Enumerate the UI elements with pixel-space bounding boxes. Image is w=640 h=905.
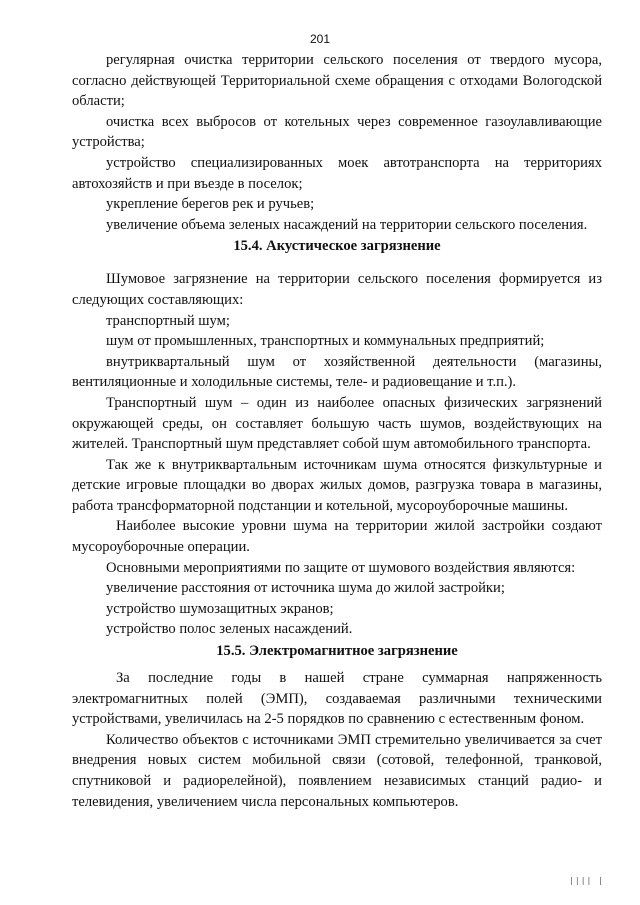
paragraph-protection-measures: Основными мероприятиями по защите от шумового воздействия являются: xyxy=(106,559,576,576)
list-item-intraquarter-noise: внутриквартальный шум от хозяйственной деятельности (магазины, вентиляционные и холодильные системы, теле- и радиовещание и т.п.). xyxy=(72,353,602,391)
list-item-transport-noise: транспортный шум; xyxy=(106,312,230,329)
section-heading-electromagnetic: 15.5. Электромагнитное загрязнение xyxy=(216,643,458,660)
section-heading-acoustic: 15.4. Акустическое загрязнение xyxy=(233,238,441,255)
paragraph-transport-noise: Транспортный шум – один из наиболее опасных физических загрязнений окружающей среды, он составляет большую часть шумов, воздействующих на жителей. Транспортный шум представляет собой шум автомобильного транспорта. xyxy=(72,394,602,453)
list-item-screens: устройство шумозащитных экранов; xyxy=(106,600,334,617)
list-item-distance: увеличение расстояния от источника шума до жилой застройки; xyxy=(106,580,505,597)
footer-mark: |||| | xyxy=(569,876,604,885)
paragraph-emf-growth: За последние годы в нашей стране суммарная напряженность электромагнитных полей (ЭМП), создаваемая различными техническими устройствами, увеличилась на 2-5 порядков по сравнению с естественным фоном. xyxy=(72,670,602,728)
paragraph-green-spaces: увеличение объема зеленых насаждений на территории сельского поселения. xyxy=(106,216,588,233)
paragraph-highest-levels: Наиболее высокие уровни шума на территории жилой застройки создают мусороуборочные операции. xyxy=(72,518,602,556)
paragraph-boiler-emissions: очистка всех выбросов от котельных через современное газоулавливающие устройства; xyxy=(72,113,602,151)
paragraph-noise-intro: Шумовое загрязнение на территории сельского поселения формируется из следующих составляющих: xyxy=(72,271,602,308)
paragraph-emf-sources: Количество объектов с источниками ЭМП стремительно увеличивается за счет внедрения новых систем мобильной связи (сотовой, телефонной, транковой, спутниковой и радиорелейной), появлением независимых станций радио- и телевидения, увеличением числа персональных компьютеров. xyxy=(72,731,602,810)
paragraph-waste-cleanup: регулярная очистка территории сельского поселения от твердого мусора, согласно действующей Территориальной схеме обращения с отходами Вологодской области; xyxy=(72,52,602,110)
paragraph-riverbanks: укрепление берегов рек и ручьев; xyxy=(106,196,315,213)
paragraph-intraquarter-sources: Так же к внутриквартальным источникам шума относятся физкультурные и детские игровые площадки во дворах жилых домов, разгрузка товара в магазины, работа трансформаторной подстанции и котельной, мусороуборочные машины. xyxy=(72,456,602,514)
document-body xyxy=(72,50,602,812)
list-item-industrial-noise: шум от промышленных, транспортных и коммунальных предприятий; xyxy=(106,333,545,350)
page-number: 201 xyxy=(309,32,331,46)
list-item-green-strips: устройство полос зеленых насаждений. xyxy=(106,621,353,638)
paragraph-car-wash: устройство специализированных моек автотранспорта на территориях автохозяйств и при въезде в поселок; xyxy=(72,154,602,192)
